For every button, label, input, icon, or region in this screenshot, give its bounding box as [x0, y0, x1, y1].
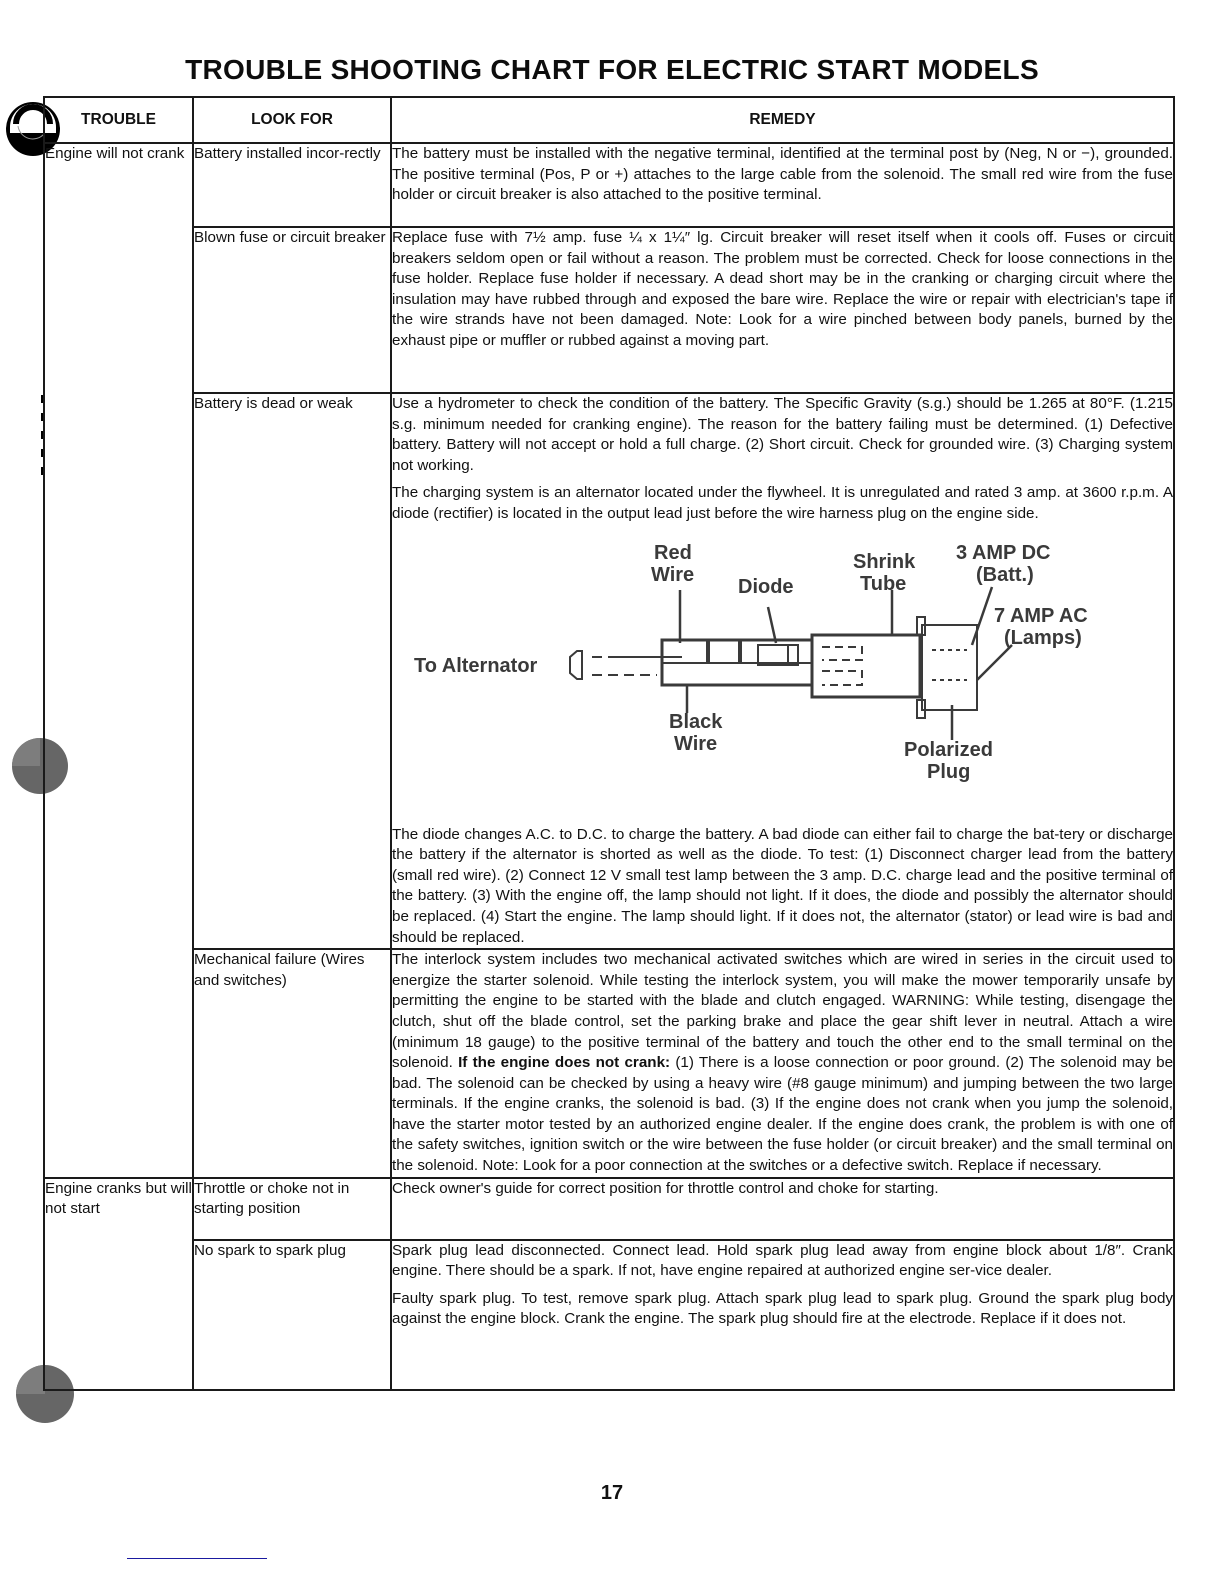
look-for-cell: No spark to spark plug — [193, 1240, 391, 1390]
label-red-wire: Wire — [651, 563, 695, 586]
table-row — [44, 143, 1174, 227]
label-shrink-tube: Tube — [860, 572, 907, 595]
remedy-text: The diode changes A.C. to D.C. to charge the battery. A bad diode can either fail to charge the bat-tery or discharge the battery if the alternator is shorted as well as the diode. To test: (1) Disconnect charger lead from the battery (small red wire). (2) Connect 12 V small test lamp between the 3 amp. D.C. charge lead and the positive terminal of the battery. (3) With the engine off, the lamp should not light. If it does, the diode and possibly the alternator should be replaced. (4) Start the engine. The lamp should light. If it does not, the alternator (stator) or lead wire is bad and should be replaced. — [392, 825, 1173, 946]
remedy-cell — [391, 227, 1174, 393]
look-for-cell: Mechanical failure (Wires and switches) — [193, 949, 391, 1178]
remedy-cell — [391, 393, 1174, 949]
look-for-cell: Battery installed incor-rectly — [193, 143, 391, 227]
label-red-wire: Red — [654, 541, 692, 564]
trouble-cell: Engine cranks but will not start — [44, 1178, 193, 1390]
label-3-amp-dc: (Batt.) — [976, 563, 1034, 586]
remedy-cell — [391, 1240, 1174, 1390]
header-trouble: TROUBLE — [44, 97, 193, 143]
table-row — [44, 949, 1174, 1178]
wiring-diagram-svg — [392, 535, 1137, 815]
remedy-text: The interlock system includes two mechanical activated switches which are wired in series in the circuit used to energize the starter solenoid. While testing the interlock system, you will make the mower temporarily unsafe by permitting the engine to be started with the blade and clutch engaged. WARNING: While testing, disengage the clutch, shut off the blade control, set the parking brake and place the gear shift lever in neutral. Attach a wire (minimum 18 gauge) to the positive terminal of the battery and touch the other end to the small terminal on the solenoid. If the engine does not crank: (1) There is a loose connection or poor ground. (2) The solenoid may be bad. The solenoid can be checked by using a heavy wire (#8 gauge minimum) and jumping between the two large terminals. If the engine cranks, the solenoid is bad. (3) If the engine does not crank when you jump the solenoid, have the starter motor tested by an authorized engine dealer. If the engine does crank, the problem is with one of the safety switches, ignition switch or the wire between the fuse holder (or circuit breaker) and the small terminal on the solenoid. Note: Look for a poor connection at the switches or a defective switch. Replace if necessary. — [392, 951, 1174, 1175]
remedy-emphasis: If the engine does not crank: — [458, 1054, 671, 1072]
label-3-amp-dc: 3 AMP DC — [956, 541, 1051, 564]
label-7-amp-ac: (Lamps) — [1004, 626, 1082, 649]
remedy-cell — [391, 1178, 1174, 1240]
diode-wiring-diagram — [392, 535, 1137, 815]
remedy-text: The charging system is an alternator located under the flywheel. It is unregulated and rated 3 amp. at 3600 r.p.m. A diode (rectifier) is located in the output lead just before the wire harness plug on the engine side. — [392, 484, 1173, 522]
page-title: TROUBLE SHOOTING CHART FOR ELECTRIC START MODELS — [185, 54, 1039, 85]
table-header-row — [44, 97, 1174, 143]
header-remedy: REMEDY — [391, 97, 1174, 143]
link-underline — [127, 1558, 267, 1559]
table-row — [44, 1240, 1174, 1390]
label-to-alternator: To Alternator — [414, 654, 538, 677]
label-black-wire: Wire — [674, 732, 718, 755]
remedy-cell — [391, 143, 1174, 227]
table-row — [44, 227, 1174, 393]
page-number: 17 — [600, 1482, 624, 1504]
label-polarized-plug: Plug — [927, 760, 971, 783]
remedy-text: Check owner's guide for correct position for throttle control and choke for starting. — [392, 1179, 939, 1197]
remedy-text: The battery must be installed with the negative terminal, identified at the terminal post by (Neg, N or −), grounded. The positive terminal (Pos, P or +) attaches to the large cable from the solenoid. The small red wire from the fuse holder or circuit breaker is also attached to the positive terminal. — [392, 145, 1173, 204]
label-7-amp-ac: 7 AMP AC — [994, 604, 1088, 627]
table-row — [44, 393, 1174, 949]
remedy-text: Use a hydrometer to check the condition of the battery. The Specific Gravity (s.g.) should be 1.265 at 80°F. (1.215 s.g. minimum needed for cranking engine). The reason for the battery failing must be determined. (1) Defective battery. Battery will not accept or hold a full charge. (2) Short circuit. Check for grounded wire. (3) Charging system not working. — [392, 395, 1173, 474]
label-black-wire: Black — [669, 710, 723, 733]
label-shrink-tube: Shrink — [853, 550, 916, 573]
label-diode: Diode — [738, 575, 794, 598]
remedy-text: Spark plug lead disconnected. Connect lead. Hold spark plug lead away from engine block about 1/8″. Crank engine. There should be a spark. If not, have engine repaired at authorized engine ser-vice dealer. — [392, 1241, 1173, 1280]
trouble-cell: Engine will not crank — [44, 143, 193, 1178]
polarized-plug — [922, 625, 977, 710]
label-polarized-plug: Polarized — [904, 738, 993, 761]
remedy-cell — [391, 949, 1174, 1178]
remedy-text: Replace fuse with 7½ amp. fuse ¼ x 1¼″ lg. Circuit breaker will reset itself when it cools off. Fuses or circuit breakers seldom open or fail without a reason. The problem must be corrected. Check for loose connections in the fuse holder. Replace fuse holder if necessary. A dead short may be in the cranking or charging circuit where the insulation may have rubbed through and exposed the bare wire. Replace the wire or repair with electrician's tape if the wire strands have not been damaged. Note: Look for a wire pinched between body panels, burned by the exhaust pipe or muffler or rubbed against a moving part. — [392, 229, 1173, 349]
header-look-for: LOOK FOR — [193, 97, 391, 143]
look-for-cell: Throttle or choke not in starting position — [193, 1178, 391, 1240]
look-for-cell: Blown fuse or circuit breaker — [193, 227, 391, 393]
look-for-cell: Battery is dead or weak — [193, 393, 391, 949]
troubleshooting-table — [43, 96, 1175, 1391]
connector-arrow-icon — [570, 651, 582, 679]
remedy-text: Faulty spark plug. To test, remove spark plug. Attach spark plug lead to spark plug. Ground the spark plug body against the engine block. Crank the engine. The spark plug should fire at the electrode. Replace if it does not. — [392, 1289, 1173, 1328]
table-row — [44, 1178, 1174, 1240]
shrink-tube — [812, 635, 920, 697]
